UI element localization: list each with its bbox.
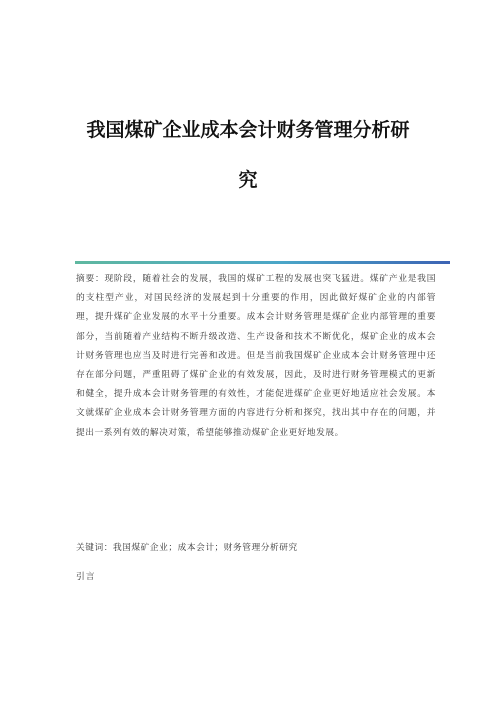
- title-divider: [75, 261, 450, 264]
- document-title-line-1: 我国煤矿企业成本会计财务管理分析研: [86, 119, 410, 141]
- intro-heading: 引言: [76, 572, 96, 582]
- abstract-paragraph: 摘要：现阶段，随着社会的发展，我国的煤矿工程的发展也突飞猛进。煤矿产业是我国的支柱型产业，对国民经济的发展起到十分重要的作用，因此做好煤矿企业的内部管理，提升煤矿企业发展的水平十分重要。成本会计财务管理是煤矿企业内部管理的重要部分，当前随着产业结构不断升级改造、生产设备和技术不断优化，煤矿企业的成本会计财务管理也应当及时进行完善和改进。但是当前我国煤矿企业成本会计财务管理中还存在部分问题，严重阻碍了煤矿企业的有效发展，因此，及时进行财务管理模式的更新和健全，提升成本会计财务管理的有效性，才能促进煤矿企业更好地适应社会发展。本文就煤矿企业成本会计财务管理方面的内容进行分析和探究，找出其中存在的问题，并提出一系列有效的解决对策，希望能够推动煤矿企业更好地发展。: [76, 274, 436, 438]
- document-title-line-2: 究: [238, 169, 258, 191]
- keywords-line: 关键词：我国煤矿企业；成本会计；财务管理分析研究: [76, 543, 298, 553]
